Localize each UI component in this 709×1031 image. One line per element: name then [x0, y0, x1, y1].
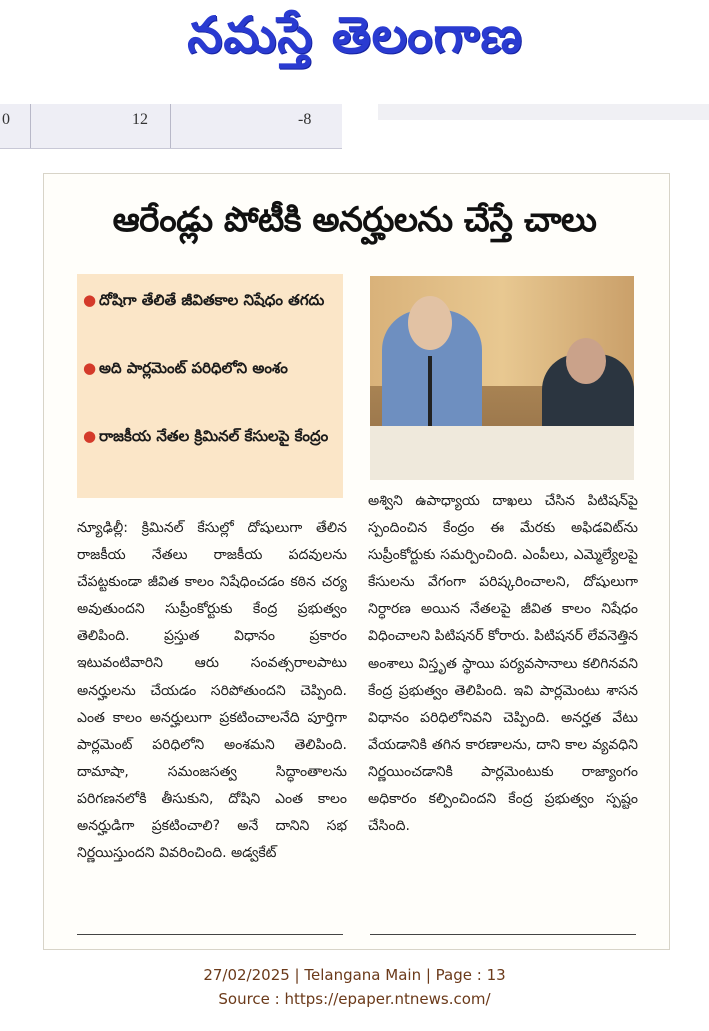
highlight-text: అది పార్లమెంట్ పరిధిలోని అంశం — [99, 359, 288, 377]
photo-person-right-head — [566, 338, 606, 384]
highlight-text: రాజకీయ నేతల క్రిమినల్ కేసులపై కేంద్రం — [99, 427, 329, 445]
photo-person-left-head — [408, 296, 452, 350]
strip-value: 12 — [132, 111, 148, 128]
highlight-item — [83, 420, 329, 453]
footer-source-line: Source : https://epaper.ntnews.com/ — [218, 990, 491, 1008]
article-body-left: న్యూఢిల్లీ: క్రిమినల్ కేసుల్లో దోషులుగా తేలిన రాజకీయ నేతలు రాజకీయ పదవులను చేపట్టకుండా జీవిత కాలం నిషేధించడం కఠిన చర్య అవుతుందని సుప్రీంకోర్టుకు కేంద్ర ప్రభుత్వం తెలిపింది. ప్రస్తుత విధానం ప్రకారం ఇటువంటివారిని ఆరు సంవత్సరాలపాటు అనర్హులను చేయడం సరిపోతుందని చెప్పింది. ఎంత కాలం అనర్హులుగా ప్రకటించాలనేది పూర్తిగా పార్లమెంట్ పరిధిలోని అంశమని తెలిపింది. దామాషా, సమంజసత్వ సిద్ధాంతాలను పరిగణనలోకి తీసుకుని, దోషిని ఎంత కాలం అనర్హుడిగా ప్రకటించాలి? అనే దానిని సభ నిర్ణయిస్తుందని వివరించింది. అడ్వకేట్ — [77, 520, 347, 862]
highlight-text: దోషిగా తేలితే జీవితకాల నిషేధం తగదు — [99, 291, 325, 309]
highlight-item — [83, 352, 329, 385]
strip-value: -8 — [298, 111, 312, 128]
strip-divider — [170, 104, 171, 148]
bullet-icon: ● — [83, 291, 97, 309]
market-strip — [0, 104, 342, 149]
highlights-box — [77, 274, 343, 498]
article-body-right: అశ్విని ఉపాధ్యాయ దాఖలు చేసిన పిటిషన్‌పై స్పందించిన కేంద్రం ఈ మేరకు అఫిడవిట్‌ను సుప్రీంకోర్టుకు సమర్పించింది. ఎంపీలు, ఎమ్మెల్యేలపై కేసులను వేగంగా పరిష్కరించాలని, దోషులుగా నిర్ధారణ అయిన నేతలపై జీవిత కాలం నిషేధం విధించాలని పిటిషనర్ కోరారు. పిటిషనర్ లేవనెత్తిన అంశాలు విస్తృత స్థాయి పర్యవసానాలు కలిగినవని కేంద్ర ప్రభుత్వం తెలిపింది. ఇవి పార్లమెంటు శాసన విధానం పరిధిలోనివని చెప్పింది. అనర్హత వేటు వేయడానికి తగిన కారణాలను, దాని కాల వ్యవధిని నిర్ణయించడానికి పార్లమెంటుకు రాజ్యాంగం అధికారం కల్పించిందని కేంద్ర ప్రభుత్వం స్పష్టం చేసింది. — [368, 493, 638, 835]
article-column-left — [77, 515, 347, 867]
column-rule-right — [370, 934, 636, 935]
strip-value: 0 — [2, 111, 10, 128]
strip-divider — [30, 104, 31, 148]
masthead-logo: నమస్తే తెలంగాణ — [187, 5, 523, 64]
article-photo — [370, 276, 634, 480]
strip-fragment — [378, 104, 709, 120]
article-column-right — [368, 488, 638, 840]
highlight-item — [83, 284, 329, 317]
column-rule-left — [77, 934, 343, 935]
photo-table — [370, 426, 634, 480]
footer-date-line: 27/02/2025 | Telangana Main | Page : 13 — [203, 966, 506, 984]
bullet-icon: ● — [83, 359, 97, 377]
article-headline: ఆరేండ్లు పోటీకి అనర్హులను చేస్తే చాలు — [112, 200, 597, 240]
bullet-icon: ● — [83, 427, 97, 445]
